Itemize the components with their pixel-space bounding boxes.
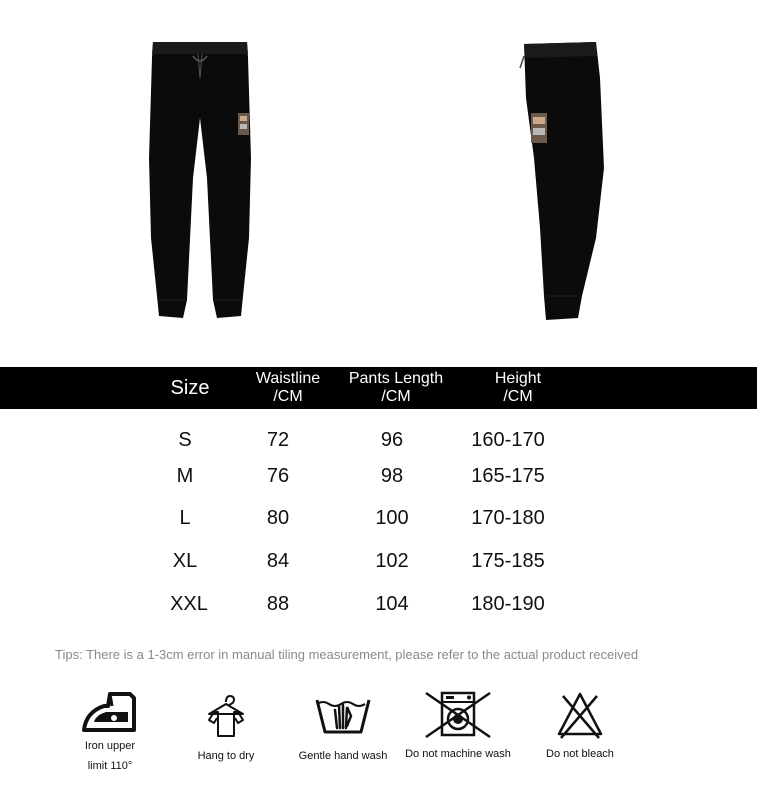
size-cell: L	[179, 507, 191, 529]
height-cell: 180-190	[471, 593, 545, 615]
waistline-cell: 84	[266, 550, 290, 572]
care-hang-dry	[188, 690, 264, 766]
header-size	[150, 367, 230, 409]
header-height-label: Height	[494, 370, 542, 387]
care-iron	[70, 690, 150, 776]
measurement-tips: Tips: There is a 1-3cm error in manual tiling measurement, please refer to the actual product received	[55, 647, 639, 662]
size-cell: S	[178, 429, 192, 451]
table-row	[0, 461, 757, 491]
no-bleach-label: Do not bleach	[546, 748, 614, 760]
header-waistline-unit: /CM	[273, 388, 303, 405]
care-no-bleach	[537, 690, 623, 764]
header-pants-length-unit: /CM	[381, 388, 411, 405]
waistline-cell: 76	[266, 465, 290, 487]
pants-length-cell: 102	[375, 550, 409, 572]
header-pants-length	[338, 367, 454, 409]
no-machine-wash-icon	[423, 690, 493, 740]
size-cell: XXL	[170, 593, 208, 615]
pants-front-image	[145, 38, 255, 323]
care-hand-wash	[293, 690, 393, 766]
table-row	[0, 546, 757, 576]
hand-wash-label: Gentle hand wash	[298, 750, 388, 762]
pants-length-cell: 98	[380, 465, 404, 487]
waistline-cell: 80	[266, 507, 290, 529]
iron-label-line1: Iron upper	[84, 740, 136, 752]
hanger-icon	[201, 690, 251, 740]
size-cell: XL	[172, 550, 198, 572]
header-waistline-label: Waistline	[255, 370, 321, 387]
size-cell: M	[176, 465, 194, 487]
header-waistline	[238, 367, 338, 409]
header-size-label: Size	[170, 377, 210, 399]
header-height-unit: /CM	[503, 388, 533, 405]
waistline-cell: 88	[266, 593, 290, 615]
pants-length-cell: 100	[375, 507, 409, 529]
height-cell: 160-170	[471, 429, 545, 451]
header-height	[468, 367, 568, 409]
table-row	[0, 503, 757, 533]
hand-wash-icon	[313, 690, 373, 738]
no-machine-wash-label: Do not machine wash	[405, 748, 511, 760]
height-cell: 175-185	[471, 550, 545, 572]
height-cell: 170-180	[471, 507, 545, 529]
no-bleach-icon	[555, 690, 605, 740]
size-table-header	[0, 367, 757, 409]
height-cell: 165-175	[471, 465, 545, 487]
waistline-cell: 72	[266, 429, 290, 451]
table-row	[0, 589, 757, 619]
iron-label-line2: limit 110°	[87, 760, 133, 772]
iron-icon	[80, 690, 140, 736]
header-pants-length-label: Pants Length	[348, 370, 444, 387]
pants-side-image	[510, 38, 610, 323]
hang-dry-label: Hang to dry	[197, 750, 255, 762]
care-no-machine-wash	[398, 690, 518, 764]
pants-length-cell: 104	[375, 593, 409, 615]
pants-length-cell: 96	[380, 429, 404, 451]
table-row	[0, 425, 757, 455]
